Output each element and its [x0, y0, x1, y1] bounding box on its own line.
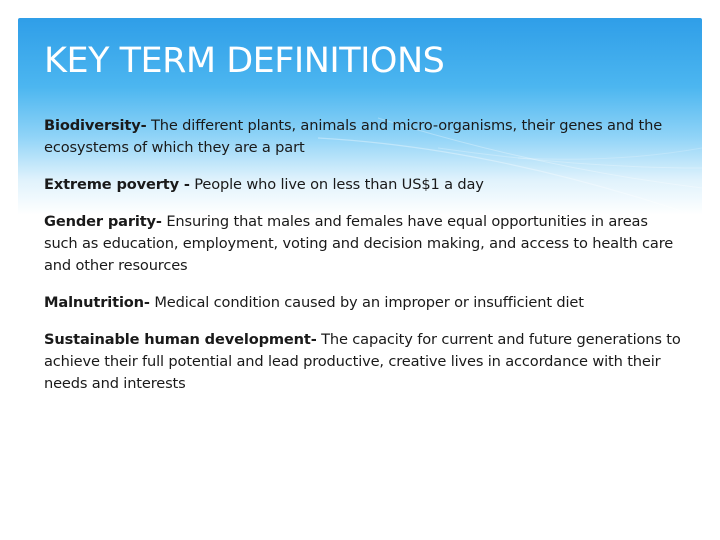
definition-sustainable-human-development	[44, 329, 684, 395]
definition-term: Malnutrition-	[44, 294, 150, 311]
definition-term: Gender parity-	[44, 213, 162, 230]
slide-title: KEY TERM DEFINITIONS	[44, 41, 445, 81]
definition-term: Sustainable human development-	[44, 331, 317, 348]
definition-text: Ensuring that males and females have equal opportunities in areas such as education, employment, voting and decision making, and access to health care and other resources	[44, 213, 674, 274]
definition-biodiversity	[44, 115, 684, 159]
definitions-list	[44, 115, 684, 410]
definition-malnutrition	[44, 292, 684, 314]
definition-text: The capacity for current and future generations to achieve their full potential and lead productive, creative lives in accordance with their needs and interests	[44, 331, 681, 392]
definition-term: Biodiversity-	[44, 117, 147, 134]
definition-text: People who live on less than US$1 a day	[189, 176, 484, 193]
definition-extreme-poverty	[44, 174, 684, 196]
definition-text: The different plants, animals and micro-organisms, their genes and the ecosystems of which they are a part	[44, 117, 663, 156]
definition-text: Medical condition caused by an improper or insufficient diet	[149, 294, 584, 311]
definition-term: Extreme poverty -	[44, 176, 190, 193]
definition-gender-parity	[44, 211, 684, 277]
